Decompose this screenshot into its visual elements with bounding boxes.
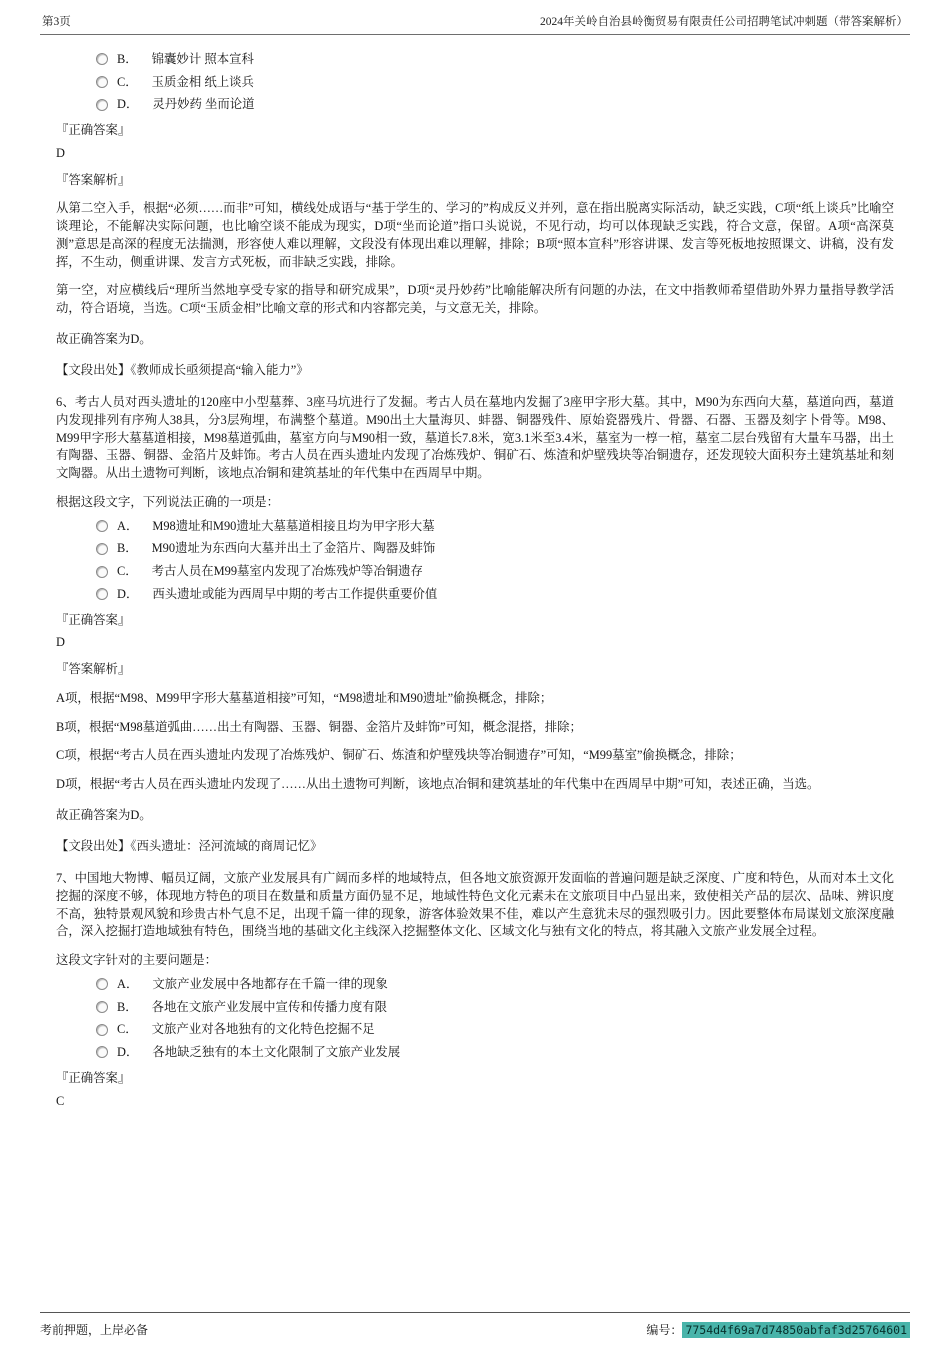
page-footer <box>40 1312 910 1345</box>
option-letter: A． <box>117 518 139 533</box>
radio-button-icon[interactable] <box>96 1001 108 1013</box>
document-title: 2024年关岭自治县岭衡贸易有限责任公司招聘笔试冲刺题（带答案解析） <box>540 16 908 28</box>
analysis-paragraph: A项，根据“M98、M99甲字形大墓墓道相接”可知，“M98遗址和M90遗址”偷换概念，排除； <box>56 690 553 705</box>
option-row-d[interactable] <box>96 586 894 603</box>
option-text: 各地在文旅产业发展中宣传和传播力度有限 <box>151 999 388 1014</box>
option-letter: B． <box>117 541 138 556</box>
correct-answer-value: D <box>56 145 65 160</box>
radio-button-icon[interactable] <box>96 1024 108 1036</box>
option-text: 文旅产业发展中各地都存在千篇一律的现象 <box>152 976 388 991</box>
conclusion-line: 故正确答案为D。 <box>56 807 152 822</box>
option-letter: B． <box>117 52 138 66</box>
option-row-c[interactable] <box>96 74 894 91</box>
radio-button-icon[interactable] <box>96 588 108 600</box>
radio-button-icon[interactable] <box>96 520 108 532</box>
option-row-d[interactable] <box>96 1044 894 1061</box>
document-code: 7754d4f69a7d74850abfaf3d25764601 <box>682 1322 910 1338</box>
option-row-a[interactable] <box>96 518 894 535</box>
footer-slogan: 考前押题，上岸必备 <box>40 1322 149 1337</box>
option-text: M98遗址和M90遗址大墓墓道相接且均为甲字形大墓 <box>152 518 435 533</box>
option-row-b[interactable] <box>96 51 894 68</box>
analysis-label: 『答案解析』 <box>56 662 131 677</box>
analysis-paragraph: C项，根据“考古人员在西头遗址内发现了冶炼残炉、铜矿石、炼渣和炉壁残块等冶铜遗存”可知，“M99墓室”偷换概念，排除； <box>56 748 742 763</box>
option-text: 文旅产业对各地独有的文化特色挖掘不足 <box>151 1022 375 1037</box>
page-content <box>40 35 910 1110</box>
analysis-paragraph: B项，根据“M98墓道弧曲……出土有陶器、玉器、铜器、金箔片及蚌饰”可知，概念混搭，排除； <box>56 719 582 734</box>
correct-answer-value: C <box>56 1093 65 1108</box>
radio-button-icon[interactable] <box>96 978 108 990</box>
radio-button-icon[interactable] <box>96 543 108 555</box>
question-6-prompt: 根据这段文字，下列说法正确的一项是： <box>56 494 280 509</box>
footer-code-group <box>646 1321 910 1338</box>
conclusion-line: 故正确答案为D。 <box>56 331 152 346</box>
option-letter: D． <box>117 586 139 601</box>
option-row-c[interactable] <box>96 563 894 580</box>
radio-button-icon[interactable] <box>96 1046 108 1058</box>
radio-button-icon[interactable] <box>96 53 108 65</box>
option-letter: A． <box>117 976 139 991</box>
option-row-a[interactable] <box>96 976 894 993</box>
radio-button-icon[interactable] <box>96 99 108 111</box>
radio-button-icon[interactable] <box>96 76 108 88</box>
option-row-b[interactable] <box>96 999 894 1016</box>
option-letter: C． <box>117 1022 138 1037</box>
option-text: 灵丹妙药 坐而论道 <box>152 97 255 112</box>
analysis-paragraph: 从第二空入手，根据“必须……而非”可知，横线处成语与“基于学生的、学习的”构成反义并列，意在指出脱离实际活动，缺乏实践，C项“纸上谈兵”比喻空谈理论，不能解决实际问题，也比喻空谈不能成为现实，D项“坐而论道”指口头说说，不见行动，均可以体现缺乏实践，符合文意，保留。A项“高深莫测”意思是高深的程度无法揣测，形容使人难以理解，文段没有体现出难以理解，排除；B项“照本宣科”形容讲课、发言等死板地按照课文、讲稿，没有发挥，不生动，侧重讲课、发言方式死板，而非缺乏实践，排除。 <box>56 201 894 269</box>
radio-button-icon[interactable] <box>96 566 108 578</box>
correct-answer-value: D <box>56 635 65 650</box>
option-row-c[interactable] <box>96 1021 894 1038</box>
analysis-label: 『答案解析』 <box>56 172 131 187</box>
option-letter: D． <box>117 97 139 112</box>
question-7-stem: 7、中国地大物博、幅员辽阔，文旅产业发展具有广阔而多样的地域特点，但各地文旅资源开发面临的普遍问题是缺乏深度、广度和特色，从而对本土文化挖掘的深度不够，体现地方特色的项目在数量和质量方面仍显不足，地域性特色文化元素未在文旅项目中凸显出来，致使相关产品的层次、品味、辨识度不高，独特景观风貌和珍贵古朴气息不足，出现千篇一律的现象，游客体验效果不佳，难以产生意犹未尽的强烈吸引力。因此要整体布局谋划文旅深度融合，深入挖掘打造地域独有特色，围绕当地的基础文化主线深入挖掘整体文化、区域文化与独有文化的特点，将其融入文旅产业发展全过程。 <box>56 871 894 939</box>
option-text: 考古人员在M99墓室内发现了冶炼残炉等冶铜遗存 <box>151 564 423 579</box>
option-letter: B． <box>117 999 138 1014</box>
option-letter: C． <box>117 74 138 89</box>
option-letter: C． <box>117 564 138 579</box>
page-number: 第3页 <box>42 16 71 28</box>
correct-answer-label: 『正确答案』 <box>56 123 131 138</box>
option-text: 玉质金相 纸上谈兵 <box>151 74 254 89</box>
analysis-paragraph: D项，根据“考古人员在西头遗址内发现了……从出土遗物可判断，该地点冶铜和建筑基址的年代集中在西周早中期”可知，表述正确，当选。 <box>56 777 820 792</box>
source-line: 【文段出处】《教师成长亟须提高“输入能力”》 <box>56 362 309 377</box>
analysis-paragraph: 第一空，对应横线后“理所当然地享受专家的指导和研究成果”，D项“灵丹妙药”比喻能解决所有问题的办法，在文中指教师希望借助外界力量指导教学活动，符合语境，当选。C项“玉质金相”比喻文章的形式和内容都完美，与文意无关，排除。 <box>56 283 894 316</box>
option-row-b[interactable] <box>96 540 894 557</box>
correct-answer-label: 『正确答案』 <box>56 612 131 627</box>
question-6-stem: 6、考古人员对西头遗址的120座中小型墓葬、3座马坑进行了发掘。考古人员在墓地内发掘了3座甲字形大墓。其中，M90为东西向大墓，墓道向西，墓道内发现排列有序殉人38具，分3层殉埋，布满整个墓道。M90出土大量海贝、蚌器、铜器残件、原始瓷器残片、骨器、石器、玉器及刻字卜骨等。M98、M99甲字形大墓墓道相接，M98墓道弧曲，墓室方向与M90相一致，墓道长7.8米，宽3.1米至3.4米，墓室为一椁一棺，墓室二层台残留有大量车马器，出土有陶器、玉器、铜器、金箔片及蚌饰。考古人员在西头遗址内发现了冶炼残炉、铜矿石、炼渣和炉壁残块等冶铜遗存，还发现较大面积夯土建筑基址和刻文陶器。从出土遗物可判断，该地点冶铜和建筑基址的年代集中在西周早中期。 <box>56 395 894 481</box>
option-row-d[interactable] <box>96 96 894 113</box>
option-text: 各地缺乏独有的本土文化限制了文旅产业发展 <box>152 1045 401 1060</box>
source-line: 【文段出处】《西头遗址：泾河流域的商周记忆》 <box>56 838 323 853</box>
question-7-prompt: 这段文字针对的主要问题是： <box>56 953 218 968</box>
option-text: 锦囊妙计 照本宣科 <box>151 52 254 66</box>
option-letter: D． <box>117 1045 139 1060</box>
code-label: 编号： <box>646 1322 683 1337</box>
option-text: M90遗址为东西向大墓并出土了金箔片、陶器及蚌饰 <box>151 541 436 556</box>
page-header <box>40 10 910 35</box>
option-text: 西头遗址或能为西周早中期的考古工作提供重要价值 <box>152 586 438 601</box>
correct-answer-label: 『正确答案』 <box>56 1070 131 1085</box>
